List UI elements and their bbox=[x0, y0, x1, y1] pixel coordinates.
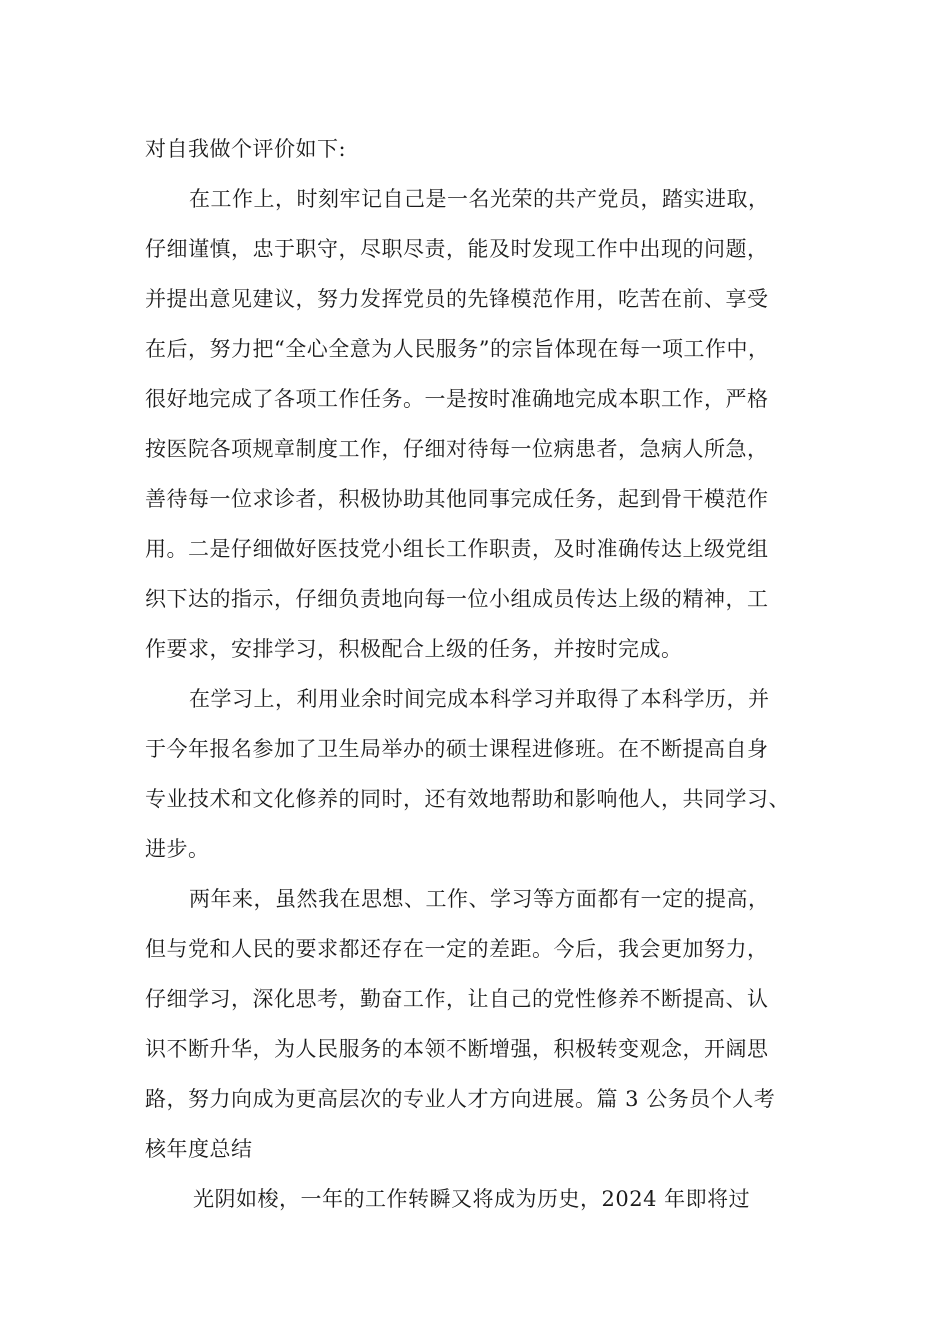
paragraph-first-line: 在工作上，时刻牢记自己是一名光荣的共产党员，踏实进取， bbox=[189, 187, 770, 211]
text-line: 专业技术和文化修养的同时，还有效地帮助和影响他人，共同学习、 bbox=[145, 787, 790, 811]
text-line: 识不断升华，为人民服务的本领不断增强，积极转变观念，开阔思 bbox=[145, 1037, 769, 1061]
text-line: 但与党和人民的要求都还存在一定的差距。今后，我会更加努力， bbox=[145, 937, 769, 961]
text-line: 路，努力向成为更高层次的专业人才方向进展。篇 3 公务员个人考 bbox=[145, 1087, 776, 1111]
text-line: 在后，努力把“全心全意为人民服务”的宗旨体现在每一项工作中， bbox=[145, 337, 770, 361]
text-line: 对自我做个评价如下: bbox=[145, 137, 347, 161]
text-line: 很好地完成了各项工作任务。一是按时准确地完成本职工作，严格 bbox=[145, 387, 769, 411]
paragraph-first-line: 光阴如梭，一年的工作转瞬又将成为历史，2024 年即将过 bbox=[193, 1187, 751, 1211]
text-line: 仔细学习，深化思考，勤奋工作，让自己的党性修养不断提高、认 bbox=[145, 987, 769, 1011]
text-line: 用。二是仔细做好医技党小组长工作职责，及时准确传达上级党组 bbox=[145, 537, 769, 561]
paragraph-first-line: 两年来，虽然我在思想、工作、学习等方面都有一定的提高， bbox=[189, 887, 770, 911]
text-line: 作要求，安排学习，积极配合上级的任务，并按时完成。 bbox=[145, 637, 683, 661]
text-line: 于今年报名参加了卫生局举办的硕士课程进修班。在不断提高自身 bbox=[145, 737, 769, 761]
text-line: 织下达的指示，仔细负责地向每一位小组成员传达上级的精神，工 bbox=[145, 587, 769, 611]
text-line: 善待每一位求诊者，积极协助其他同事完成任务，起到骨干模范作 bbox=[145, 487, 769, 511]
text-line: 仔细谨慎，忠于职守，尽职尽责，能及时发现工作中出现的问题， bbox=[145, 237, 769, 261]
text-line: 并提出意见建议，努力发挥党员的先锋模范作用，吃苦在前、享受 bbox=[145, 287, 769, 311]
paragraph-first-line: 在学习上，利用业余时间完成本科学习并取得了本科学历，并 bbox=[189, 687, 770, 711]
text-line: 核年度总结 bbox=[145, 1137, 253, 1161]
text-line: 按医院各项规章制度工作，仔细对待每一位病患者，急病人所急， bbox=[145, 437, 769, 461]
text-line: 进步。 bbox=[145, 837, 210, 861]
